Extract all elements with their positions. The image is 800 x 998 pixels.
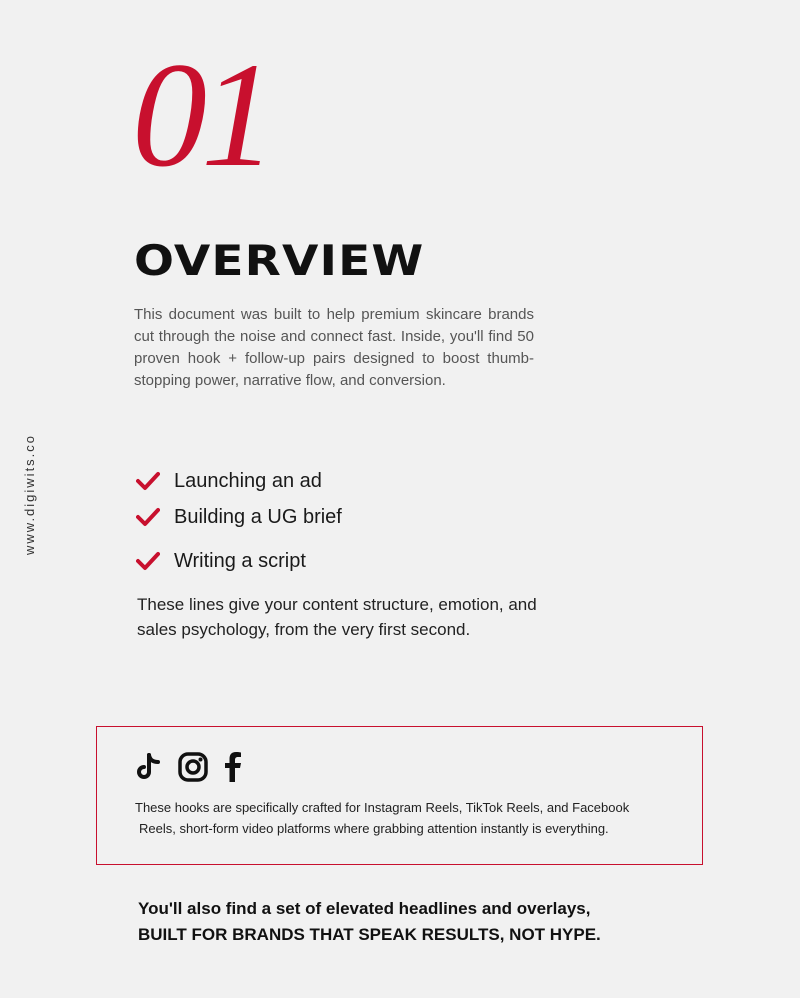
sidebar-website-url: www.digiwits.co	[22, 433, 37, 555]
closing-statement	[138, 896, 601, 948]
platforms-description-line: These hooks are specifically crafted for Instagram Reels, TikTok Reels, and Facebook	[135, 800, 630, 815]
checklist-item-label: Building a UG brief	[174, 505, 342, 528]
page-title: OVERVIEW	[134, 236, 425, 285]
checklist-item	[136, 466, 342, 496]
platforms-description-line: Reels, short-form video platforms where grabbing attention instantly is everything.	[139, 821, 609, 836]
platforms-callout	[96, 726, 703, 865]
check-icon	[136, 551, 160, 571]
checklist-item-label: Writing a script	[174, 549, 306, 572]
platform-icons	[135, 751, 257, 788]
tiktok-icon	[135, 752, 163, 787]
checklist-item	[136, 546, 342, 576]
check-icon	[136, 471, 160, 491]
platforms-description	[135, 797, 695, 839]
intro-paragraph: This document was built to help premium skincare brands cut through the noise and connect fast. Inside, you'll find 50 proven hook + follow-up pairs designed to boost thumb-stopping power, narrative flow, and conversion.	[134, 306, 534, 389]
facebook-icon	[223, 751, 243, 788]
check-icon	[136, 507, 160, 527]
summary-paragraph: These lines give your content structure, emotion, and sales psychology, from the very first second.	[137, 595, 537, 639]
closing-line: You'll also find a set of elevated headlines and overlays,	[138, 899, 591, 918]
use-case-checklist	[136, 466, 342, 576]
checklist-item	[136, 502, 342, 532]
closing-line: BUILT FOR BRANDS THAT SPEAK RESULTS, NOT HYPE.	[138, 925, 601, 944]
instagram-icon	[177, 751, 209, 788]
section-number: 01	[132, 32, 270, 198]
checklist-item-label: Launching an ad	[174, 469, 322, 492]
